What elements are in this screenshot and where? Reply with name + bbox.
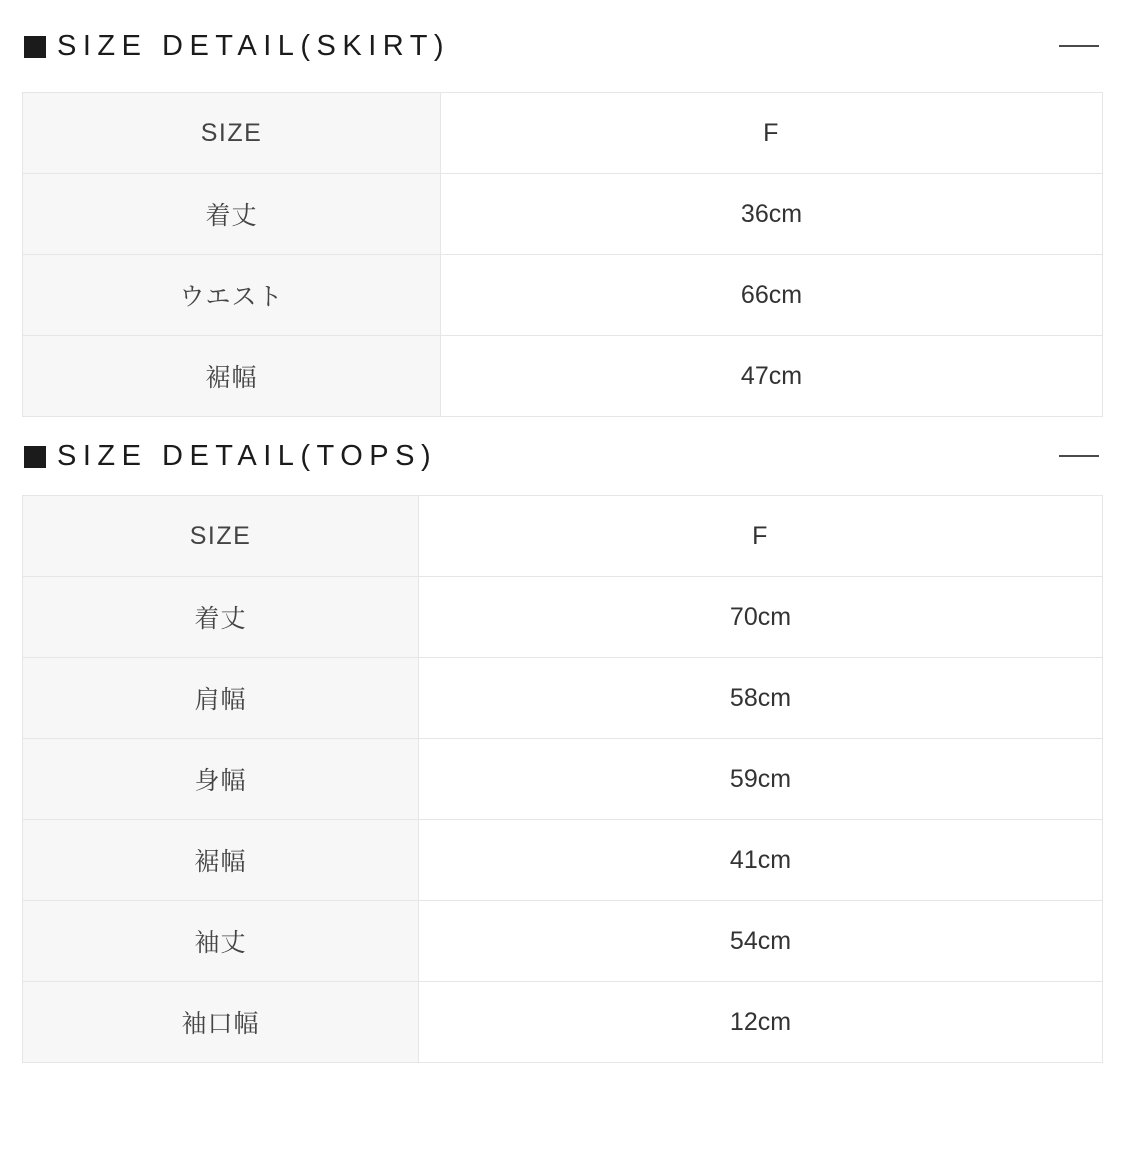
section-title-group-tops: [24, 440, 437, 473]
row-value: 58cm: [419, 658, 1103, 739]
table-row: [23, 982, 1103, 1063]
row-value: 70cm: [419, 577, 1103, 658]
section-title-tops: SIZE DETAIL(TOPS): [57, 439, 438, 472]
size-table-tops: [22, 495, 1103, 1063]
table-header-value: F: [441, 93, 1103, 174]
row-value: 36cm: [441, 174, 1103, 255]
row-label: 裾幅: [23, 820, 419, 901]
table-row: [23, 577, 1103, 658]
table-header-label: SIZE: [23, 93, 441, 174]
minus-icon: [1059, 455, 1099, 457]
table-row: [23, 658, 1103, 739]
table-row: [23, 93, 1103, 174]
table-row: [23, 496, 1103, 577]
row-label: 着丈: [23, 577, 419, 658]
section-header-tops[interactable]: [22, 417, 1103, 495]
table-row: [23, 901, 1103, 982]
table-header-label: SIZE: [23, 496, 419, 577]
row-value: 41cm: [419, 820, 1103, 901]
minus-icon: [1059, 45, 1099, 47]
row-value: 59cm: [419, 739, 1103, 820]
row-label: 袖口幅: [23, 982, 419, 1063]
row-value: 54cm: [419, 901, 1103, 982]
row-value: 47cm: [441, 336, 1103, 417]
row-label: 身幅: [23, 739, 419, 820]
table-row: [23, 820, 1103, 901]
row-label: 裾幅: [23, 336, 441, 417]
section-title-skirt: SIZE DETAIL(SKIRT): [57, 29, 451, 62]
row-label: 着丈: [23, 174, 441, 255]
row-label: ウエスト: [23, 255, 441, 336]
collapse-toggle-tops[interactable]: [1055, 455, 1099, 457]
collapse-toggle-skirt[interactable]: [1055, 45, 1099, 47]
section-title-group-skirt: [24, 30, 450, 63]
row-value: 12cm: [419, 982, 1103, 1063]
row-label: 肩幅: [23, 658, 419, 739]
table-row: [23, 739, 1103, 820]
row-value: 66cm: [441, 255, 1103, 336]
square-bullet-icon: [24, 36, 46, 58]
section-header-skirt[interactable]: [22, 0, 1103, 92]
row-label: 袖丈: [23, 901, 419, 982]
table-row: [23, 174, 1103, 255]
table-row: [23, 255, 1103, 336]
table-header-value: F: [419, 496, 1103, 577]
size-table-skirt: [22, 92, 1103, 417]
table-row: [23, 336, 1103, 417]
square-bullet-icon: [24, 446, 46, 468]
